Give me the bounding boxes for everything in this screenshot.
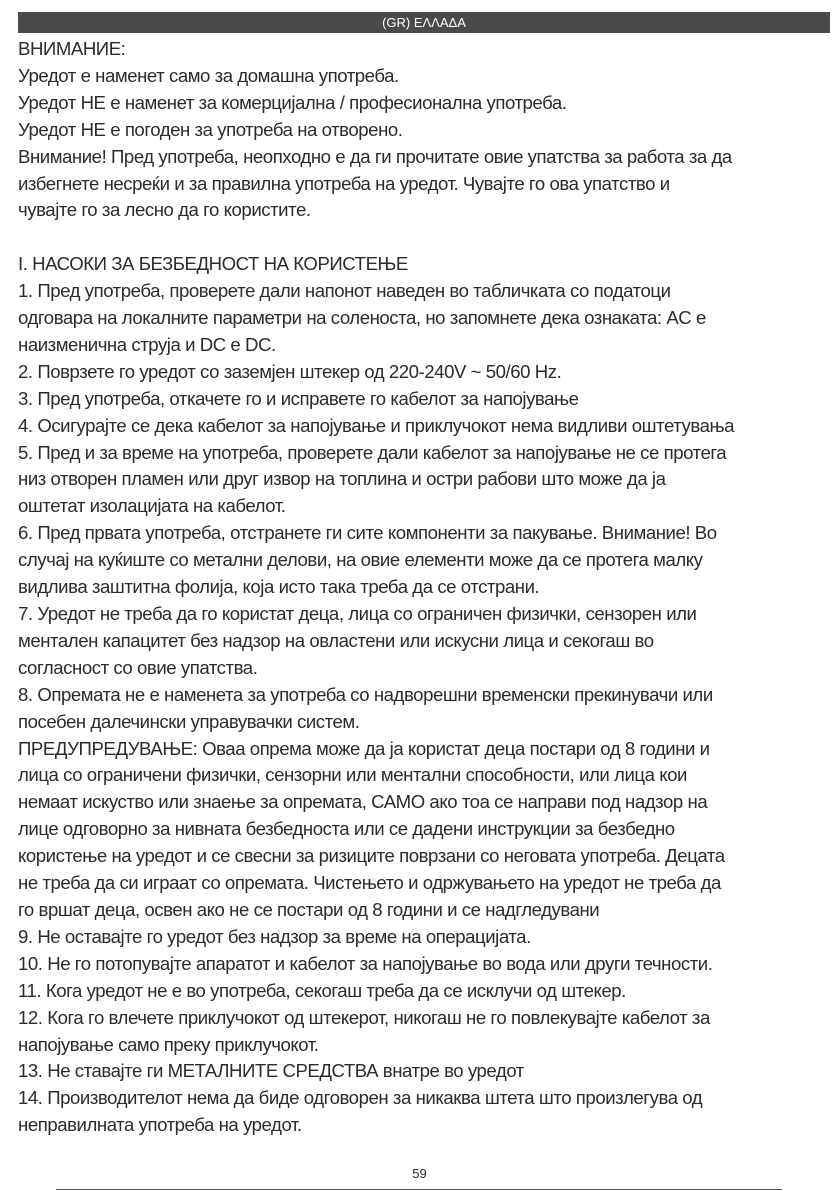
text-line: 7. Уредот не треба да го користат деца, лица со ограничен физички, сензорен или [18, 603, 697, 625]
text-line: Уредот НЕ е погоден за употреба на отворено. [18, 118, 403, 140]
text-line: неправилната употреба на уредот. [18, 1114, 302, 1136]
text-line: го вршат деца, освен ако не се постари од 8 години и се надгледувани [18, 898, 600, 920]
page-number: 59 [412, 1166, 427, 1181]
footer-divider [56, 1189, 782, 1190]
text-line: напојување само преку приклучокот. [18, 1033, 319, 1055]
text-line: видлива заштитна фолија, која исто така треба да се отстрани. [18, 576, 540, 598]
text-line: одговара на локалните параметри на соленоста, но запомнете дека ознаката: AC е [18, 307, 706, 329]
text-line: Уредот е наменет само за домашна употреба. [18, 64, 399, 86]
text-line: ментален капацитет без надзор на овластени или искусни лица и секогаш во [18, 629, 654, 651]
language-header-bar [18, 12, 830, 33]
warning-heading: ВНИМАНИЕ: [18, 38, 126, 59]
text-line: 5. Пред и за време на употреба, проверете дали кабелот за напојување не се протега [18, 441, 727, 463]
text-line: 12. Кога го влечете приклучокот од штекерот, никогаш не го повлекувајте кабелот за [18, 1006, 710, 1028]
text-line: наизменична струја и DC е DC. [18, 333, 276, 355]
text-line: 13. Не ставајте ги МЕТАЛНИТЕ СРЕДСТВА внатре во уредот [18, 1060, 524, 1082]
text-line: користење на уредот и се свесни за ризиците поврзани со неговата употреба. Децата [18, 845, 725, 867]
text-line: 1. Пред употреба, проверете дали напонот наведен во табличката со податоци [18, 280, 671, 302]
text-line: Уредот НЕ е наменет за комерцијална / професионална употреба. [18, 91, 567, 113]
text-line: не треба да си играат со опремата. Чистењето и одржувањето на уредот не треба да [18, 872, 721, 894]
language-header-title: (GR) ΕΛΛΑΔΑ [382, 15, 466, 30]
text-line: 14. Производителот нема да биде одговорен за никаква штета што произлегува од [18, 1087, 703, 1109]
text-line: оштетат изолацијата на кабелот. [18, 495, 286, 517]
text-line: лица со ограничени физички, сензорни или ментални способности, или лица кои [18, 764, 687, 786]
text-line: избегнете несреќи и за правилна употреба на уредот. Чувајте го ова упатство и [18, 172, 670, 194]
text-line: посебен далечински управувачки систем. [18, 710, 360, 732]
manual-text-body [18, 36, 830, 1139]
text-line: 8. Опремата не е наменета за употреба со надворешни временски прекинувачи или [18, 683, 713, 705]
text-line: 9. Не оставајте го уредот без надзор за време на операцијата. [18, 925, 531, 947]
text-line: случај на куќиште со метални делови, на овие елементи може да се протега малку [18, 549, 703, 571]
text-line: низ отворен пламен или друг извор на топлина и остри рабови што може да ја [18, 468, 666, 490]
section-heading: I. НАСОКИ ЗА БЕЗБЕДНОСТ НА КОРИСТЕЊЕ [18, 253, 408, 275]
text-line: лице одговорно за нивната безбедноста или се дадени инструкции за безбедно [18, 818, 675, 840]
text-line: 4. Осигурајте се дека кабелот за напојување и приклучокот нема видливи оштетувања [18, 414, 735, 436]
text-line: согласност со овие упатства. [18, 656, 258, 678]
text-line: Внимание! Пред употреба, неопходно е да ги прочитате овие упатства за работа за да [18, 145, 732, 167]
text-line: ПРЕДУПРЕДУВАЊЕ: Оваа опрема може да ја користат деца постари од 8 години и [18, 737, 710, 759]
text-line: 3. Пред употреба, откачете го и исправете го кабелот за напојување [18, 387, 579, 409]
text-line: немаат искуство или знаење за опремата, САМО ако тоа се направи под надзор на [18, 791, 708, 813]
text-line: чувајте го за лесно да го користите. [18, 199, 311, 221]
text-line: 10. Не го потопувајте апаратот и кабелот за напојување во вода или други течности. [18, 952, 713, 974]
text-line: 11. Кога уредот не е во употреба, секогаш треба да се исклучи од штекер. [18, 979, 626, 1001]
text-line: 2. Поврзете го уредот со заземјен штекер од 220-240V ~ 50/60 Hz. [18, 360, 562, 382]
blank-line [18, 224, 830, 251]
text-line: 6. Пред првата употреба, отстранете ги сите компоненти за пакување. Внимание! Во [18, 522, 717, 544]
